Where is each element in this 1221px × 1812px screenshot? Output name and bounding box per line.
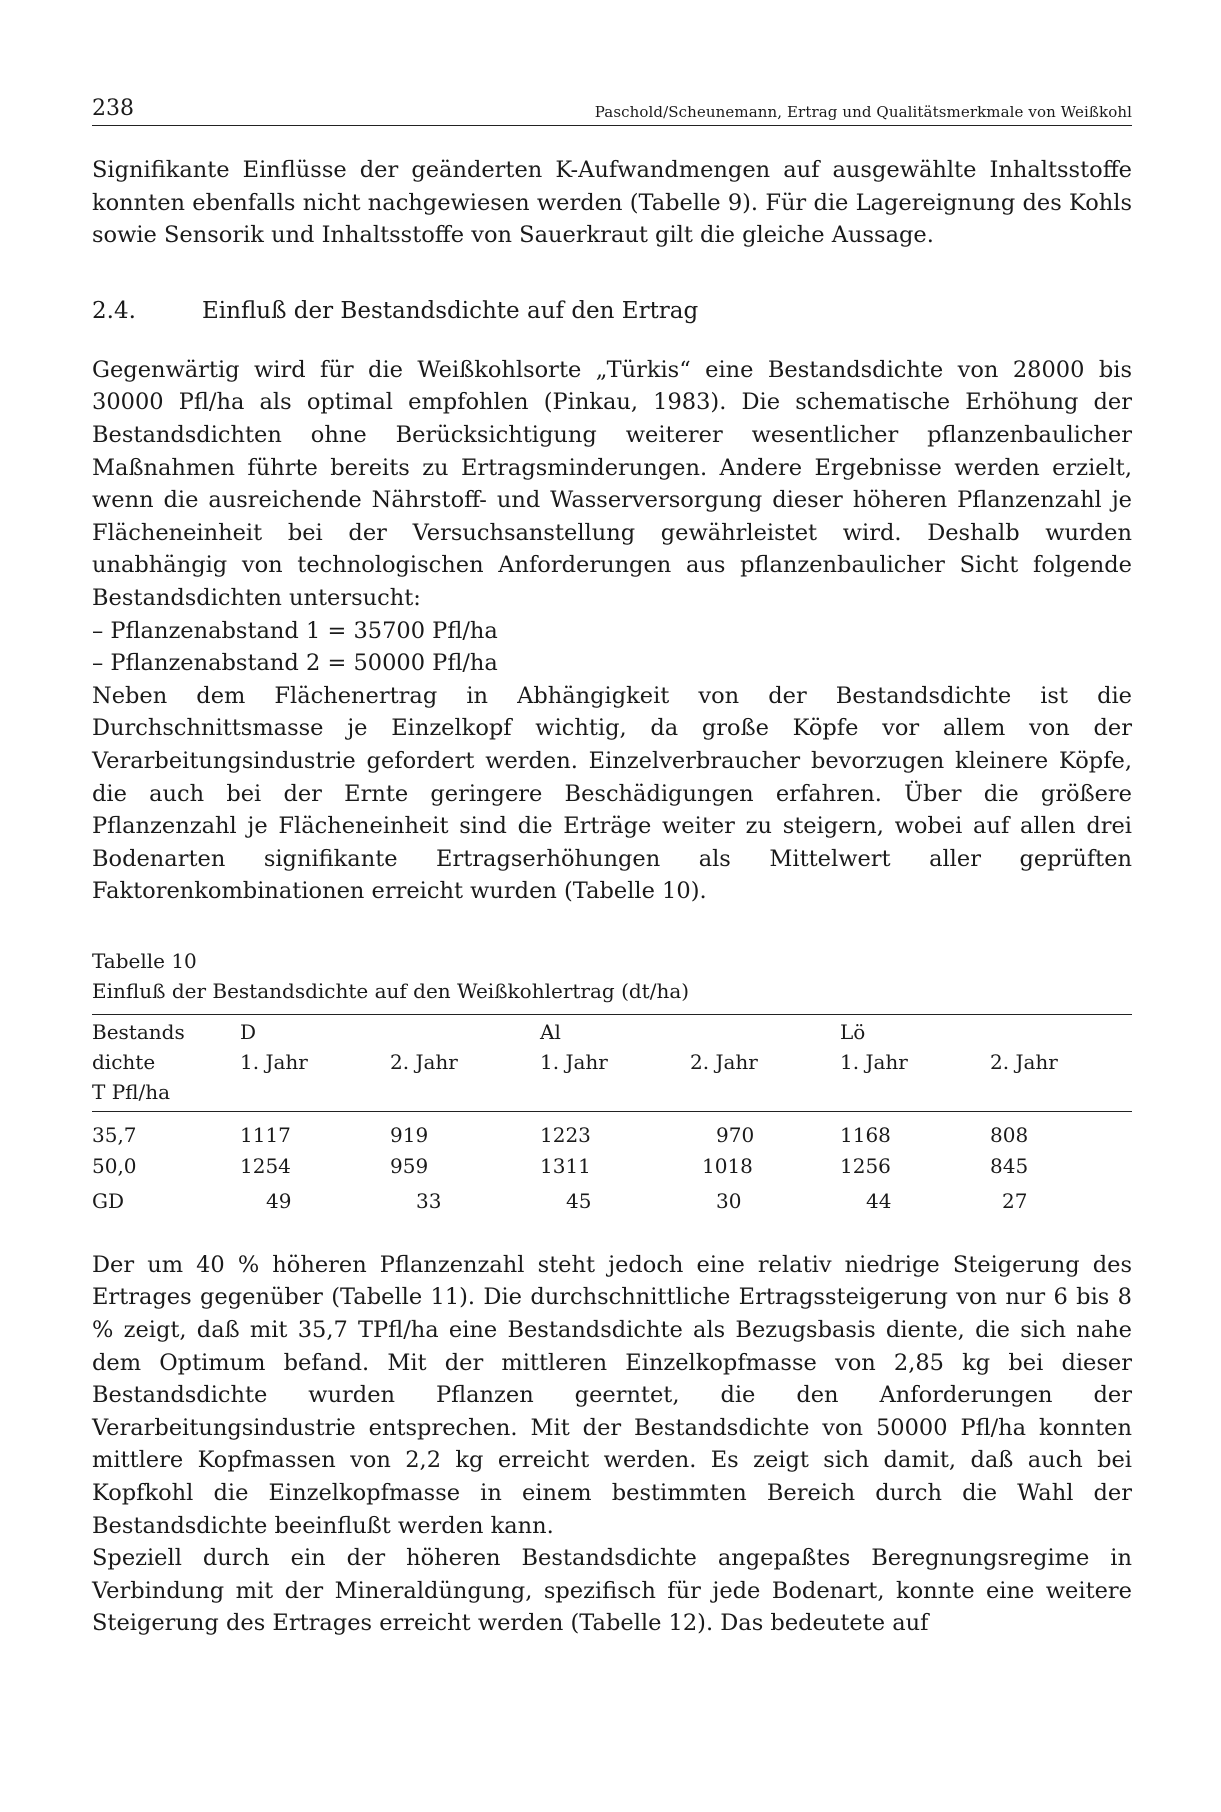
table-cell: 33 xyxy=(416,1188,442,1213)
table-cell: 1018 xyxy=(702,1153,753,1178)
table-cell: 919 xyxy=(390,1122,429,1147)
table-header-cell xyxy=(690,1014,840,1047)
table-cell: 44 xyxy=(866,1188,892,1213)
table-cell: 1117 xyxy=(240,1122,291,1147)
table-header-cell: 1. Jahr xyxy=(240,1049,308,1074)
table-10 xyxy=(92,946,1132,1217)
table-header-cell: Lö xyxy=(840,1014,990,1047)
table-label: Tabelle 10 xyxy=(92,948,197,973)
table-cell: 959 xyxy=(390,1153,429,1178)
table-header-cell xyxy=(390,1077,540,1112)
table-header-cell: 1. Jahr xyxy=(840,1049,908,1074)
table-cell: 45 xyxy=(566,1188,592,1213)
table-header-cell xyxy=(690,1077,840,1112)
section-heading xyxy=(92,298,1132,324)
table-row xyxy=(92,1182,1132,1217)
table-header-cell xyxy=(390,1014,540,1047)
list-item: – Pflanzenabstand 1 = 35700 Pfl/ha xyxy=(92,617,498,644)
table-header-cell xyxy=(990,1014,1132,1047)
table-header-cell: Al xyxy=(540,1014,690,1047)
table-cell: 1254 xyxy=(240,1153,291,1178)
paragraph-5: Speziell durch ein der höheren Bestandsdichte angepaßtes Beregnungsregime in Verbindung mit der Mineraldüngung, spezifisch für jede Bodenart, konnte eine weitere Steigerung des Ertrages erreicht werden (Tabelle 12). Das bedeutete auf xyxy=(92,1545,1132,1637)
table-header-cell xyxy=(540,1077,690,1112)
table-cell: 35,7 xyxy=(92,1122,137,1147)
table-header-cell: 1. Jahr xyxy=(540,1049,608,1074)
list-item: – Pflanzenabstand 2 = 50000 Pfl/ha xyxy=(92,650,498,677)
table-row xyxy=(92,1151,1132,1182)
section-number: 2.4. xyxy=(92,297,136,324)
table-header-cell xyxy=(240,1077,390,1112)
table-header-cell: Bestands xyxy=(92,1014,240,1047)
page-number: 238 xyxy=(92,96,134,121)
table-cell: 1223 xyxy=(540,1122,591,1147)
table-cell: 49 xyxy=(266,1188,292,1213)
table-header-cell: dichte xyxy=(92,1049,156,1074)
table-cell: 808 xyxy=(990,1122,1029,1147)
table-cell: 1311 xyxy=(540,1153,591,1178)
table-header-cell: D xyxy=(240,1014,390,1047)
paragraph-1: Signifikante Einflüsse der geänderten K-Aufwandmengen auf ausgewählte Inhaltsstoffe konnten ebenfalls nicht nachgewiesen werden (Tabelle 9). Für die Lagereignung des Kohls sowie Sensorik und Inhaltsstoffe von Sauerkraut gilt die gleiche Aussage. xyxy=(92,157,1132,249)
table-header-cell: 2. Jahr xyxy=(690,1049,758,1074)
table-header-row xyxy=(92,1047,1132,1077)
table-cell: 845 xyxy=(990,1153,1029,1178)
table-header-cell: 2. Jahr xyxy=(990,1049,1058,1074)
table-cell: 1256 xyxy=(840,1153,891,1178)
running-header xyxy=(92,96,1132,126)
paragraph-4: Der um 40 % höheren Pflanzenzahl steht jedoch eine relativ niedrige Steigerung des Ertrages gegenüber (Tabelle 11). Die durchschnittliche Ertragssteigerung von nur 6 bis 8 % zeigt, daß mit 35,7 TPfl/ha eine Bestandsdichte als Bezugsbasis diente, die sich nahe dem Optimum befand. Mit der mittleren Einzelkopfmasse von 2,85 kg bei dieser Bestandsdichte wurden Pflanzen geerntet, die den Anforderungen der Verarbeitungsindustrie entsprechen. Mit der Bestandsdichte von 50000 Pfl/ha konnten mittlere Kopfmassen von 2,2 kg erreicht werden. Es zeigt sich damit, daß auch bei Kopfkohl die Einzelkopfmasse in einem bestimmten Bereich durch die Wahl der Bestandsdichte beeinflußt werden kann. xyxy=(92,1251,1132,1539)
table-header-row xyxy=(92,1014,1132,1047)
table-header-row xyxy=(92,1077,1132,1112)
section-title: Einfluß der Bestandsdichte auf den Ertrag xyxy=(202,297,699,324)
table-caption: Einfluß der Bestandsdichte auf den Weißkohlertrag (dt/ha) xyxy=(92,978,690,1003)
page xyxy=(92,96,1132,1640)
running-title: Paschold/Scheunemann, Ertrag und Qualitätsmerkmale von Weißkohl xyxy=(594,103,1132,121)
plant-spacing-list xyxy=(92,615,1132,680)
yield-table xyxy=(92,1014,1132,1217)
paragraph-3: Neben dem Flächenertrag in Abhängigkeit von der Bestandsdichte ist die Durchschnittsmasse je Einzelkopf wichtig, da große Köpfe vor allem von der Verarbeitungsindustrie gefordert werden. Einzelverbraucher bevorzugen kleinere Köpfe, die auch bei der Ernte geringere Beschädigungen erfahren. Über die größere Pflanzenzahl je Flächeneinheit sind die Erträge weiter zu steigern, wobei auf allen drei Bodenarten signifikante Ertragserhöhungen als Mittelwert aller geprüften Faktorenkombinationen erreicht wurden (Tabelle 10). xyxy=(92,682,1132,905)
paragraph-2: Gegenwärtig wird für die Weißkohlsorte „Türkis“ eine Bestandsdichte von 28000 bis 30000 Pfl/ha als optimal empfohlen (Pinkau, 1983). Die schematische Erhöhung der Bestandsdichten ohne Berücksichtigung weiterer wesentlicher pflanzenbaulicher Maßnahmen führte bereits zu Ertragsminderungen. Andere Ergebnisse werden erzielt, wenn die ausreichende Nährstoff- und Wasserversorgung dieser höheren Pflanzenzahl je Flächeneinheit bei der Versuchsanstellung gewährleistet wird. Deshalb wurden unabhängig von technologischen Anforderungen aus pflanzenbaulicher Sicht folgende Bestandsdichten untersucht: xyxy=(92,356,1132,611)
table-cell: GD xyxy=(92,1188,125,1213)
table-row xyxy=(92,1111,1132,1151)
table-cell: 1168 xyxy=(840,1122,891,1147)
table-header-cell: 2. Jahr xyxy=(390,1049,458,1074)
table-header-cell xyxy=(840,1077,990,1112)
table-cell: 30 xyxy=(716,1188,742,1213)
table-cell: 27 xyxy=(1002,1188,1028,1213)
table-cell: 970 xyxy=(716,1122,755,1147)
table-cell: 50,0 xyxy=(92,1153,137,1178)
table-header-cell xyxy=(990,1077,1132,1112)
table-header-cell: T Pfl/ha xyxy=(92,1077,240,1112)
